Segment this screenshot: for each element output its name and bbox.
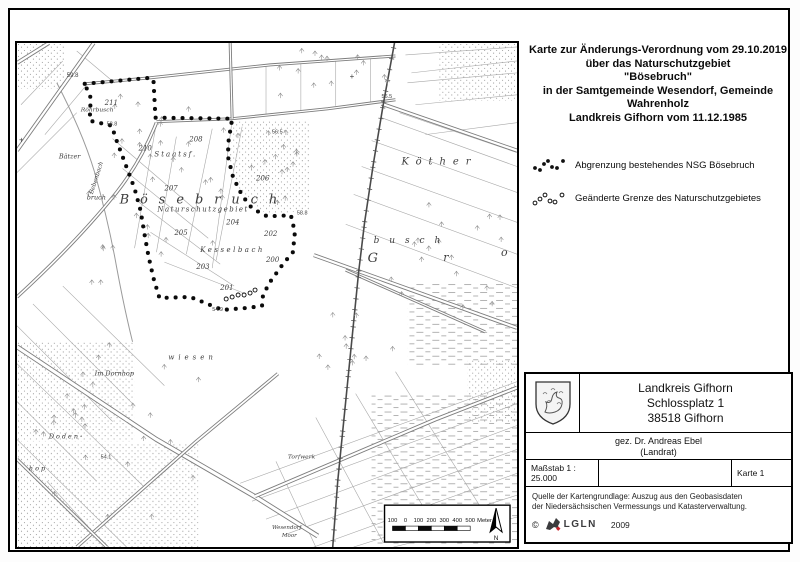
svg-text:300: 300 [439, 518, 450, 525]
map-frame [15, 41, 519, 549]
svg-text:208: 208 [189, 135, 203, 144]
svg-text:r: r [443, 251, 449, 265]
svg-text:207: 207 [164, 184, 178, 193]
svg-text:Naturschutzgebiet: Naturschutzgebiet [157, 205, 249, 214]
svg-text:busch: busch [373, 236, 451, 247]
source-line: Quelle der Kartengrundlage: Auszug aus den Geobasisdaten [532, 492, 743, 501]
title-line: über das Naturschutzgebiet [585, 57, 731, 70]
svg-text:Moor: Moor [281, 533, 297, 540]
lgln-logo-icon [544, 517, 562, 532]
title-line: Landkreis Gifhorn vom 11.12.1985 [569, 111, 747, 124]
svg-text:o: o [501, 246, 508, 260]
svg-text:Röhrbusch: Röhrbusch [80, 106, 114, 114]
svg-text:Wesendorf: Wesendorf [271, 525, 302, 532]
legend-label: Geänderte Grenze des Naturschutzgebietes [575, 192, 761, 204]
svg-text:Bebenbach: Bebenbach [87, 160, 106, 196]
svg-text:Kesselbach: Kesselbach [200, 246, 265, 255]
title-line: Karte zur Änderungs-Verordnung vom 29.10.2019 [529, 44, 787, 56]
svg-text:bruch: bruch [86, 193, 106, 202]
legend-item-changed-boundary [531, 189, 761, 207]
svg-text:Bätzer: Bätzer [58, 152, 81, 161]
svg-text:58.8: 58.8 [106, 121, 118, 128]
svg-text:Doden-: Doden- [48, 432, 85, 441]
scale-row [526, 459, 791, 486]
svg-text:59.8: 59.8 [66, 72, 79, 79]
svg-text:Köther: Köther [401, 156, 478, 168]
svg-text:100: 100 [387, 518, 398, 525]
svg-text:200: 200 [426, 518, 437, 525]
title-box [524, 372, 793, 544]
svg-text:205: 205 [174, 229, 188, 238]
svg-text:Staatsf.: Staatsf. [154, 150, 198, 159]
svg-text:Bösebruch: Bösebruch [119, 192, 289, 208]
title-line: in der Samtgemeinde Wesendorf, Gemeinde Wahrenholz [542, 84, 774, 110]
address-row [526, 374, 791, 432]
svg-text:Torfwerk: Torfwerk [287, 453, 316, 461]
svg-text:0: 0 [403, 518, 408, 525]
copyright-symbol: © [532, 519, 539, 530]
legend-item-existing-boundary [531, 156, 755, 174]
svg-text:G: G [367, 251, 378, 267]
svg-text:100: 100 [413, 518, 424, 525]
source-row [526, 486, 791, 542]
scale-label: Maßstab 1 : 25.000 [526, 460, 599, 486]
svg-text:206: 206 [256, 174, 270, 183]
svg-text:202: 202 [264, 230, 278, 239]
svg-text:54.9: 54.9 [212, 306, 223, 313]
svg-text:Meter: Meter [477, 518, 492, 525]
svg-text:N: N [493, 535, 499, 543]
source-line: der Niedersächsischen Vermessungs und Katasterverwaltung. [532, 501, 747, 511]
svg-text:hop: hop [28, 464, 48, 473]
source-year: 2009 [610, 519, 630, 530]
signature-name: gez. Dr. Andreas Ebel [614, 436, 703, 446]
logo-row [532, 517, 791, 532]
svg-text:200: 200 [266, 256, 280, 265]
signature-title: (Landrat) [640, 447, 677, 457]
svg-text:wiesen: wiesen [168, 353, 217, 362]
empty-cell [599, 460, 731, 486]
map-number: Karte 1 [731, 460, 791, 486]
svg-text:+: + [349, 71, 355, 81]
coat-of-arms-cell [526, 374, 580, 432]
svg-text:203: 203 [196, 263, 210, 272]
coat-of-arms-icon [533, 380, 573, 426]
svg-text:54.1: 54.1 [100, 454, 112, 461]
svg-text:58.8: 58.8 [296, 210, 308, 217]
svg-text:210: 210 [138, 144, 152, 153]
authority-street: Schlossplatz 1 [646, 396, 725, 410]
authority-address [580, 374, 791, 432]
authority-city: 38518 Gifhorn [647, 411, 724, 425]
title-block [524, 44, 792, 125]
existing-boundary-symbol-icon [531, 157, 567, 173]
signature-row [526, 432, 791, 459]
topographic-map [17, 43, 517, 547]
svg-text:204: 204 [226, 218, 240, 227]
svg-text:+: + [18, 135, 24, 145]
lgln-logo-text: LGLN [563, 519, 597, 530]
svg-text:Im Dornhop: Im Dornhop [94, 369, 134, 378]
svg-text:201: 201 [220, 284, 234, 293]
svg-text:500: 500 [465, 518, 475, 525]
svg-text:56.5: 56.5 [381, 93, 393, 100]
svg-text:56.5: 56.5 [271, 129, 283, 136]
authority-name: Landkreis Gifhorn [638, 381, 733, 395]
svg-text:211: 211 [104, 98, 118, 107]
scale-bar [385, 505, 510, 542]
title-line: "Bösebruch" [624, 71, 692, 83]
svg-text:400: 400 [452, 518, 463, 525]
legend-label: Abgrenzung bestehendes NSG Bösebruch [575, 159, 755, 171]
changed-boundary-symbol-icon [531, 190, 567, 206]
